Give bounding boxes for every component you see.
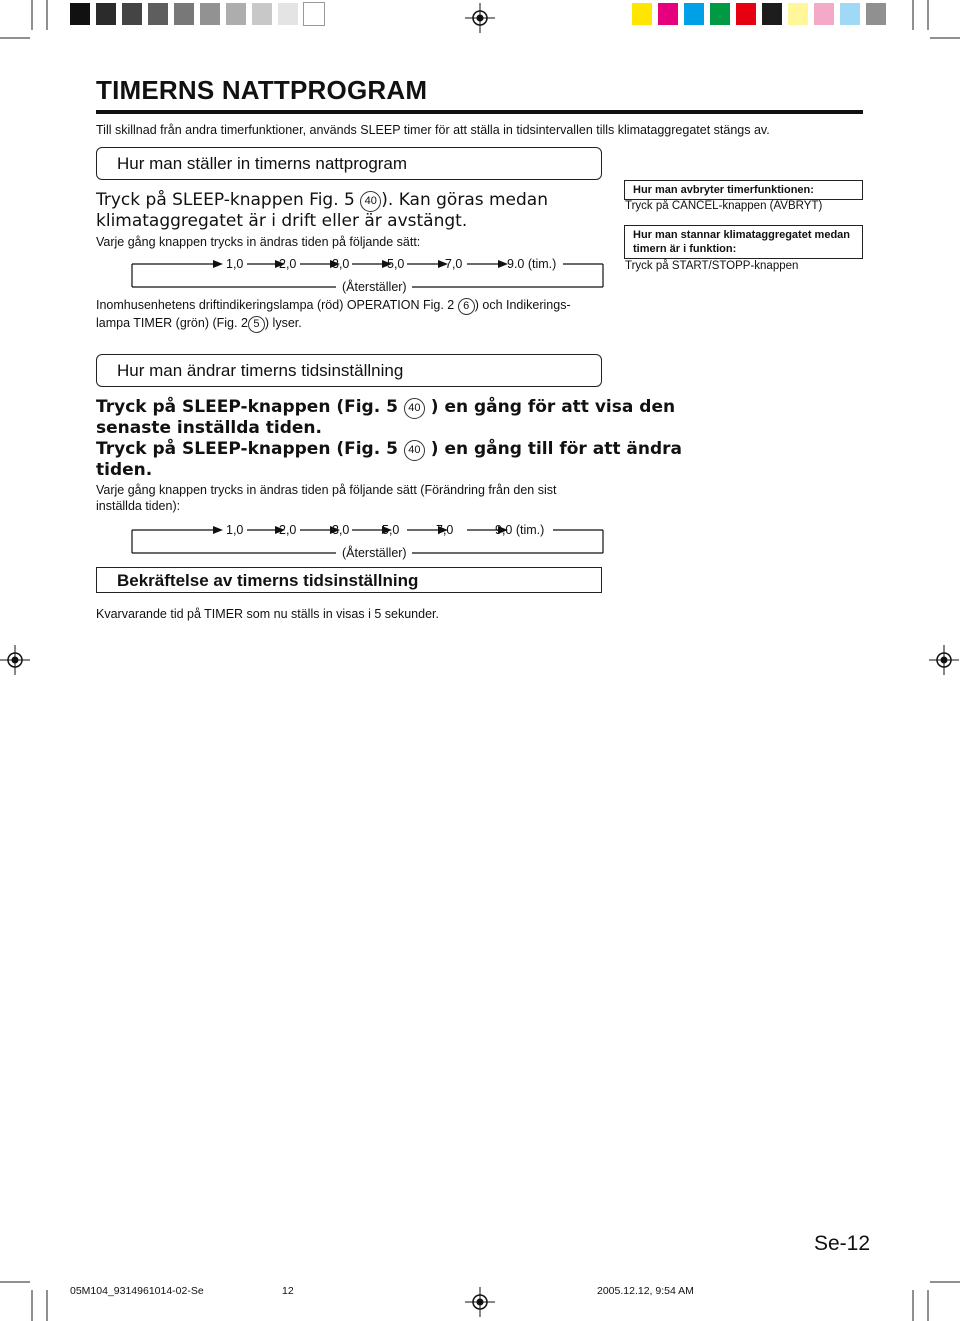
cancel-heading-text: Hur man avbryter timerfunktionen:: [633, 184, 814, 196]
section1-heading: Hur man ställer in timerns nattprogram: [117, 154, 408, 173]
stop-heading-line2: timern är i funktion:: [633, 243, 737, 255]
section3-heading: Bekräftelse av timerns tidsinställning: [117, 571, 419, 590]
section2-heading: Hur man ändrar timerns tidsinställning: [117, 361, 404, 380]
section2-line1-b: ) en gång för att visa den: [424, 397, 676, 417]
section1-line2: klimataggregatet är i drift eller är avstängt.: [96, 211, 468, 231]
seq2-item: 2,0: [279, 523, 297, 537]
footer-file: 05M104_9314961014-02-Se: [70, 1285, 204, 1297]
seq1-reset-label: (Återställer): [342, 280, 407, 294]
intro-text: Till skillnad från andra timerfunktioner, används SLEEP timer för att ställa in tidsintervallen tills klimataggregatet stängs av.: [96, 123, 770, 137]
seq2-item: 7,0: [436, 523, 454, 537]
cancel-heading: [624, 180, 863, 200]
title-rule: [96, 110, 863, 114]
footer-date: 2005.12.12, 9:54 AM: [597, 1285, 694, 1297]
registration-mark-top: [465, 3, 495, 33]
section1-line1: [96, 190, 548, 212]
section1-lamp-line2: [96, 315, 302, 333]
section2-line6: inställda tiden):: [96, 499, 181, 513]
seq1-item: 3,0: [332, 257, 350, 271]
footer-page: 12: [282, 1285, 294, 1297]
lamp-text-b: ) och Indikerings-: [474, 298, 571, 312]
page-title: TIMERNS NATTPROGRAM: [96, 75, 428, 105]
section2-line5: Varje gång knappen trycks in ändras tiden på följande sätt (Förändring från den sist: [96, 483, 557, 497]
section1-line3: Varje gång knappen trycks in ändras tiden på följande sätt:: [96, 235, 421, 249]
seq1-item: 5,0: [387, 257, 405, 271]
section1-lamp-line1: [96, 297, 571, 315]
lamp-text-c: lampa TIMER (grön) (Fig. 2: [96, 316, 248, 330]
section1-line1-a: Tryck på SLEEP-knappen Fig. 5: [96, 190, 361, 210]
section2-line1-a: Tryck på SLEEP-knappen (Fig. 5: [96, 397, 404, 417]
section2-line3-b: ) en gång till för att ändra: [424, 439, 682, 459]
section2-line3-a: Tryck på SLEEP-knappen (Fig. 5: [96, 439, 404, 459]
section2-heading-box: [96, 354, 602, 387]
seq2-item: 9,0 (tim.): [495, 523, 545, 537]
section3-heading-box: [96, 567, 602, 593]
ref-5-icon: 5: [248, 316, 265, 333]
seq1-item: 2,0: [279, 257, 297, 271]
section1-heading-box: [96, 147, 602, 180]
seq2-item: 3,0: [332, 523, 350, 537]
stop-heading-line1: Hur man stannar klimataggregatet medan: [633, 229, 851, 241]
ref-40-icon: 40: [404, 440, 425, 461]
lamp-text-d: ) lyser.: [264, 316, 302, 330]
section1-line1-b: ). Kan göras medan: [381, 190, 548, 210]
ref-6-icon: 6: [458, 298, 475, 315]
ref-40-icon: 40: [360, 191, 381, 212]
seq1-item: 1,0: [226, 257, 244, 271]
stop-text: Tryck på START/STOPP-knappen: [625, 260, 799, 272]
section2-line1: [96, 397, 675, 419]
registration-mark-right: [929, 645, 959, 675]
ref-40-icon: 40: [404, 398, 425, 419]
section2-line2: senaste inställda tiden.: [96, 418, 322, 438]
seq1-item: 9.0 (tim.): [507, 257, 557, 271]
cancel-text: Tryck på CANCEL-knappen (AVBRYT): [625, 200, 823, 212]
seq1-item: 7,0: [445, 257, 463, 271]
seq2-reset-label: (Återställer): [342, 546, 407, 560]
seq2-item: 1,0: [226, 523, 244, 537]
lamp-text-a: Inomhusenhetens driftindikeringslampa (röd) OPERATION Fig. 2: [96, 298, 458, 312]
section3-text: Kvarvarande tid på TIMER som nu ställs in visas i 5 sekunder.: [96, 607, 439, 621]
page-number: Se-12: [814, 1232, 871, 1255]
section2-line4: tiden.: [96, 460, 153, 480]
registration-mark-bottom: [465, 1287, 495, 1317]
seq2-item: 5,0: [382, 523, 400, 537]
registration-mark-left: [0, 645, 30, 675]
section2-line3: [96, 439, 682, 461]
stop-heading: [624, 225, 863, 259]
